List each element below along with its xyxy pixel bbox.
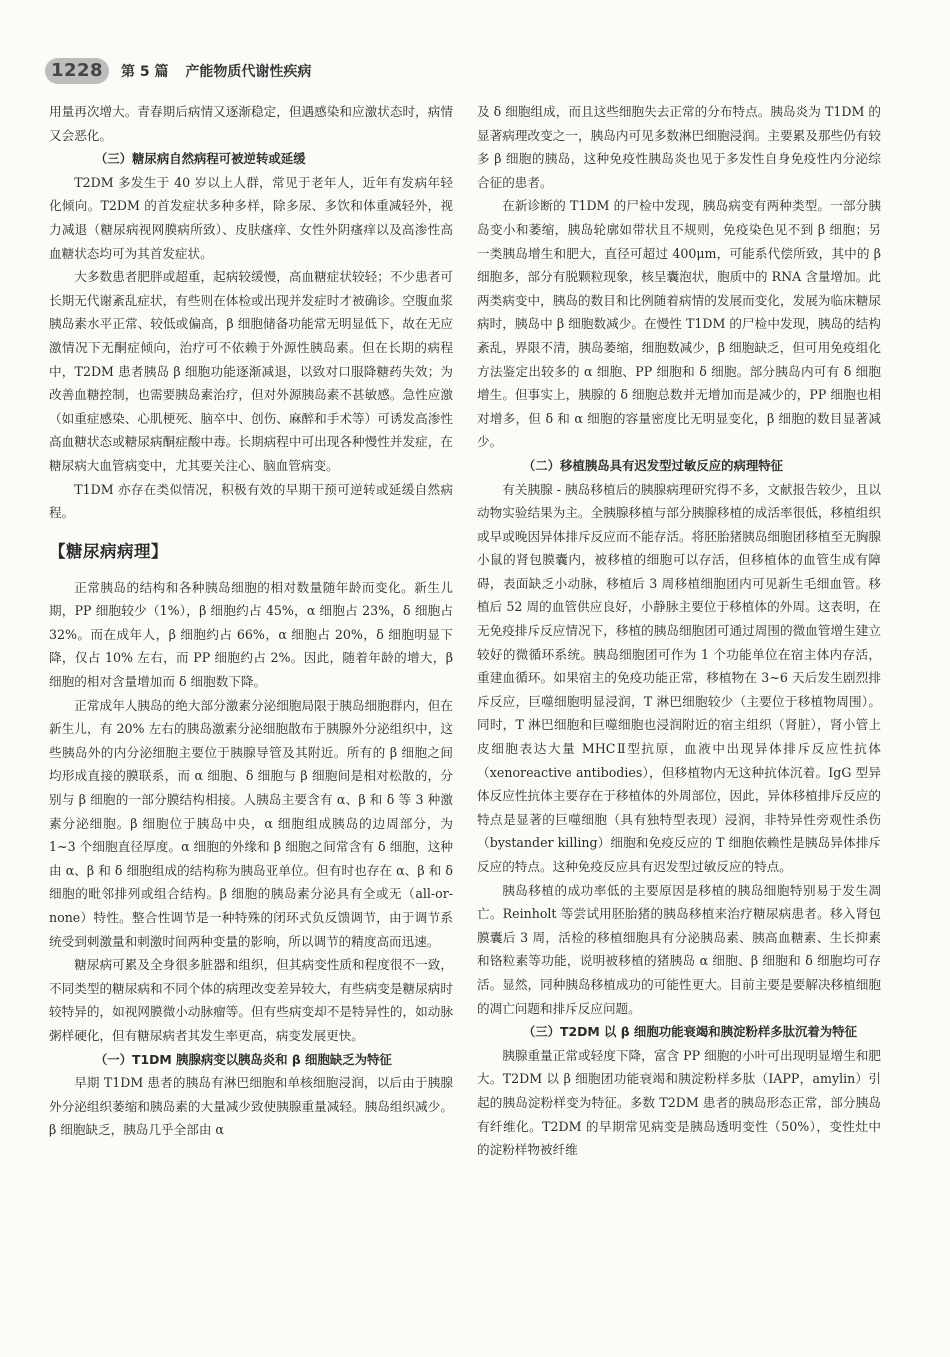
paragraph: 胰岛移植的成功率低的主要原因是移植的胰岛细胞特别易于发生凋亡。Reinholt 等尝试用胚胎猪的胰岛移植来治疗糖尿病患者。移入肾包膜囊后 3 周，活检的移植细胞具有分泌胰岛素、胰高血糖素、生长抑素和铬粒素等功能，说明被移植的猪胰岛 α 细胞、β 细胞和 δ 细胞均可存活。显然，同种胰岛移植成功的可能性更大。目前主要是要解决移植细胞的凋亡问题和排斥反应问题。 [477,882,881,1016]
subsection-heading-transplant: （二）移植胰岛具有迟发型过敏反应的病理特征 [522,457,784,473]
paragraph: 及 δ 细胞组成，而且这些细胞失去正常的分布特点。胰岛炎为 T1DM 的显著病理改变之一，胰岛内可见多数淋巴细胞浸润。主要累及那些仍有较多 β 细胞的胰岛，这种免疫性胰岛炎也见于多发性自身免疫性内分泌综合征的患者。 [477,104,881,190]
paragraph: 胰腺重量正常或轻度下降，富含 PP 细胞的小叶可出现明显增生和肥大。T2DM 以 β 细胞团功能衰竭和胰淀粉样多肽（IAPP，amylin）引起的胰岛淀粉样变为特征。多数 T2DM 患者的胰岛形态正常，部分胰岛有纤维化。T2DM 的早期常见病变是胰岛透明变性（50%），变性灶中的淀粉样物被纤维 [477,1047,881,1158]
right-column [477,100,881,1300]
paragraph: 在新诊断的 T1DM 的尸检中发现，胰岛病变有两种类型。一部分胰岛变小和萎缩，胰岛轮廓如带状且不规则，免疫染色见不到 β 细胞；另一类胰岛增生和肥大，直径可超过 400μm，可能系代偿所致，其中的 β 细胞多，部分有脱颗粒现象，核呈囊泡状，胞质中的 RNA 含量增加。此两类病变中，胰岛的数目和比例随着病情的发展而变化，发展为临床糖尿病时，胰岛中 β 细胞数减少。在慢性 T1DM 的尸检中发现，胰岛的结构紊乱，界限不清，胰岛萎缩，细胞数减少，β 细胞缺乏，但可用免疫组化方法鉴定出较多的 α 细胞、PP 细胞和 δ 细胞。部分胰岛内可有 δ 细胞增生。但事实上，胰腺的 δ 细胞总数并无增加而是减少的，PP 细胞也相对增多，但 δ 和 α 细胞的容量密度比无明显变化，β 细胞的数目显著减少。 [477,198,881,450]
paragraph: 大多数患者肥胖或超重，起病较缓慢，高血糖症状较轻；不少患者可长期无代谢紊乱症状，有些则在体检或出现并发症时才被确诊。空腹血浆胰岛素水平正常、较低或偏高，β 细胞储备功能常无明显低下，故在无应激情况下无酮症倾向，治疗可不依赖于外源性胰岛素。但在长期的病程中，T2DM 患者胰岛 β 细胞功能逐渐减退，以致对口服降糖药失效；为改善血糖控制，也需要胰岛素治疗，但对外源胰岛素不甚敏感。急性应激（如重症感染、心肌梗死、脑卒中、创伤、麻醉和手术等）可诱发高渗性高血糖状态或糖尿病酮症酸中毒。长期病程中可出现各种慢性并发症，在糖尿病大血管病变中，尤其要关注心、脑血管病变。 [49,269,453,473]
part-title: 产能物质代谢性疾病 [185,64,312,80]
subsection-heading-t1dm: （一）T1DM 胰腺病变以胰岛炎和 β 细胞缺乏为特征 [94,1051,392,1067]
page-header [45,56,915,86]
paragraph: 早期 T1DM 患者的胰岛有淋巴细胞和单核细胞浸润，以后由于胰腺外分泌组织萎缩和胰岛素的大量减少致使胰腺重量减轻。胰岛组织减少。β 细胞缺乏，胰岛几乎全部由 α [49,1075,453,1138]
section-heading-pathology: 【糖尿病病理】 [49,541,168,561]
part-label: 第 5 篇 [121,64,169,80]
paragraph: 糖尿病可累及全身很多脏器和组织，但其病变性质和程度很不一致，不同类型的糖尿病和不同个体的病理改变差异较大，有些病变是糖尿病时较特异的，如视网膜微小动脉瘤等。但有些病变却不是特异性的，如动脉粥样硬化，但有糖尿病者其发生率更高，病变发展更快。 [49,957,453,1043]
paragraph: 正常成年人胰岛的绝大部分激素分泌细胞局限于胰岛细胞群内，但在新生儿，有 20% 左右的胰岛激素分泌细胞散布于胰腺外分泌组织中，这些胰岛外的内分泌细胞主要位于胰腺导管及其附近。所有的 β 细胞之间均形成直接的膜联系，而 α 细胞、δ 细胞与 β 细胞间是相对松散的，分别与 β 细胞的一部分膜结构相接。人胰岛主要含有 α、β 和 δ 等 3 种激素分泌细胞。β 细胞位于胰岛中央，α 细胞组成胰岛的边周部分，为 1~3 个细胞直径厚度。α 细胞的外缘和 β 细胞之间常含有 δ 细胞，这种由 α、β 和 δ 细胞组成的结构称为胰岛亚单位。但有时也存在 α、β 和 δ 细胞的毗邻排列或组合结构。β 细胞的胰岛素分泌具有全或无（all-or-none）特性。整合性调节是一种特殊的闭环式负反馈调节，由于调节系统受到刺激量和刺激时间两种变量的影响，所以调节的精度高而迅速。 [49,697,453,949]
paragraph: 有关胰腺 - 胰岛移植后的胰腺病理研究得不多，文献报告较少，且以动物实验结果为主。全胰腺移植与部分胰腺移植的成活率很低，移植组织或早或晚因异体排斥反应而不能存活。将胚胎猪胰岛细胞团移植至无胸腺小鼠的肾包膜囊内，被移植的细胞可以存活，但移植体的血管生成有障碍，表面缺乏小动脉，移植后 3 周移植细胞团内可见新生毛细血管。移植后 52 周的血管供应良好，小静脉主要位于移植体的外周。这表明，在无免疫排斥反应情况下，移植的胰岛细胞团可通过周围的微血管增生建立较好的微循环系统。胰岛细胞团可作为 1 个功能单位在宿主体内存活，重建血循环。如果宿主的免疫功能正常，移植物在 3~6 天后发生剧烈排斥反应，巨噬细胞明显浸润，T 淋巴细胞较少（主要位于移植物周围）。同时，T 淋巴细胞和巨噬细胞也浸润附近的宿主组织（肾脏），肾小管上皮细胞表达大量 MHCⅡ型抗原，血液中出现异体排斥反应性抗体（xenoreactive antibodies），但移植物内无这种抗体沉着。IgG 型异体反应性抗体主要存在于移植体的外周部位，因此，异体移植排斥反应的特点是显著的巨噬细胞（具有独特型表现）浸润，非特异性旁观性杀伤（bystander killing）细胞和免疫反应的 T 细胞依赖性是胰岛异体排斥反应的特点。这种免疫反应具有迟发型过敏反应的特点。 [477,481,881,874]
paragraph: 用量再次增大。青春期后病情又逐渐稳定，但遇感染和应激状态时，病情又会恶化。 [49,104,453,143]
subsection-heading-natural-course: （三）糖尿病自然病程可被逆转或延缓 [94,151,306,167]
running-head [121,61,323,81]
paragraph: 正常胰岛的结构和各种胰岛细胞的相对数量随年龄而变化。新生儿期，PP 细胞较少（1%），β 细胞约占 45%，α 细胞占 23%，δ 细胞占 32%。而在成年人，β 细胞约占 66%，α 细胞占 20%，δ 细胞明显下降，仅占 10% 左右，而 PP 细胞约占 2%。因此，随着年龄的增大，β 细胞的相对含量增加而 δ 细胞数下降。 [49,579,453,690]
page-number: 1228 [45,58,109,84]
paragraph: T2DM 多发生于 40 岁以上人群，常见于老年人，近年有发病年轻化倾向。T2DM 的首发症状多种多样，除多尿、多饮和体重减轻外，视力减退（糖尿病视网膜病所致）、皮肤瘙痒、女性外阴瘙痒以及高渗性高血糖状态均可为其首发症状。 [49,174,453,261]
subsection-heading-t2dm: （三）T2DM 以 β 细胞功能衰竭和胰淀粉样多肽沉着为特征 [522,1024,857,1040]
paragraph: T1DM 亦存在类似情况，积极有效的早期干预可逆转或延缓自然病程。 [49,481,453,521]
left-column [49,100,453,1300]
